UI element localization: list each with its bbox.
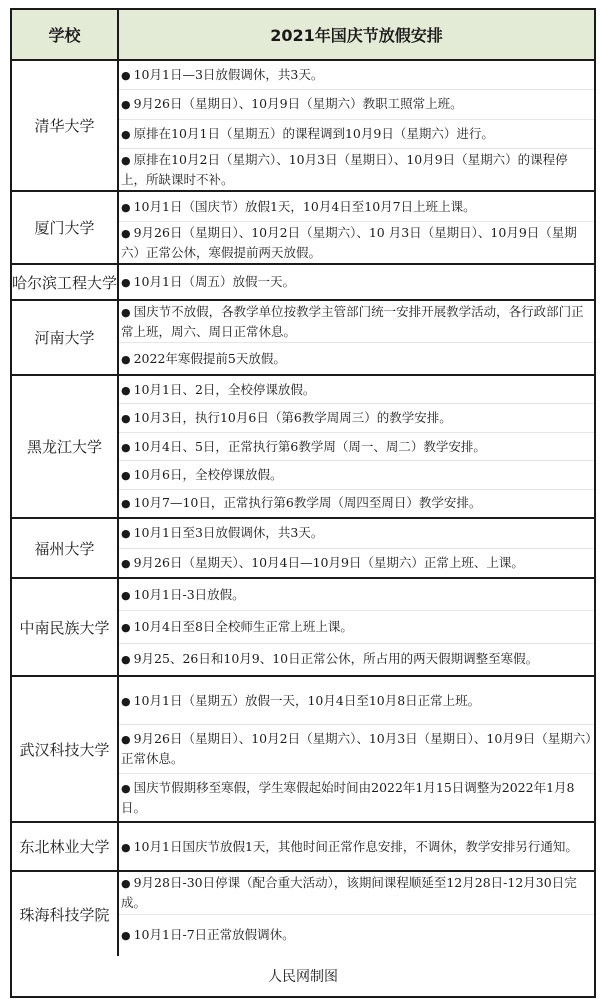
schedule-item: [119, 343, 594, 374]
schedule-items: [119, 192, 594, 263]
bullet-icon: ●: [121, 383, 131, 397]
schedule-item: [119, 519, 594, 549]
bullet-icon: ●: [121, 468, 131, 482]
table-row: [12, 872, 594, 956]
schedule-items: [119, 579, 594, 675]
table-row: [12, 376, 594, 519]
schedule-item: [119, 120, 594, 149]
schedule-text: 10月1日（周五）放假一天。: [133, 274, 295, 289]
header-school: 学校: [12, 10, 119, 59]
bullet-icon: ●: [121, 733, 131, 747]
schedule-item: [119, 149, 594, 190]
schedule-item: [119, 872, 594, 915]
schedule-item: [119, 61, 594, 90]
bullet-icon: ●: [121, 69, 131, 83]
schedule-text: 原排在10月2日（星期六）、10月3日（星期日）、10月9日（星期六）的课程停上，所缺课时不补。: [121, 151, 568, 187]
table-row: [12, 192, 594, 265]
school-name: 黑龙江大学: [12, 376, 119, 517]
schedule-text: 10月1日（国庆节）放假1天，10月4日至10月7日上班上课。: [133, 198, 476, 214]
table-footer: [12, 956, 594, 996]
bullet-icon: ●: [121, 781, 131, 795]
table-row: [12, 823, 594, 872]
bullet-icon: ●: [121, 98, 131, 112]
bullet-icon: ●: [121, 556, 131, 570]
schedule-text: 10月1日（星期五）放假一天，10月4日至10月8日正常上班。: [133, 692, 481, 708]
schedule-item: [119, 376, 594, 404]
schedule-items: [119, 872, 594, 956]
schedule-item: [119, 222, 594, 263]
schedule-item: [119, 823, 594, 870]
bullet-icon: ●: [121, 412, 131, 426]
school-name: 厦门大学: [12, 192, 119, 263]
schedule-text: 10月1日至3日放假调休，共3天。: [133, 525, 324, 541]
schedule-text: 9月26日（星期日）、10月2日（星期六）、10 月3日（星期日）、10月9日（星期六）正常公休，寒假提前两天放假。: [121, 225, 577, 260]
school-name: 武汉科技大学: [12, 677, 119, 821]
bullet-icon: ●: [121, 877, 131, 891]
schedule-text: 10月6日，全校停课放假。: [133, 466, 283, 482]
bullet-icon: ●: [121, 694, 131, 708]
schedule-text: 原排在10月1日（星期五）的课程调到10月9日（星期六）进行。: [133, 125, 494, 141]
schedule-item: [119, 90, 594, 119]
schedule-text: 9月26日（星期日）、10月9日（星期六）教职工照常上班。: [133, 96, 463, 112]
schedule-items: [119, 265, 594, 299]
school-name: 珠海科技学院: [12, 872, 119, 956]
schedule-item: [119, 433, 594, 461]
schedule-text: 9月26日（星期日）、10月2日（星期六）、10月3日（星期日）、10月9日（星期六）正常休息。: [121, 731, 592, 767]
school-name: 哈尔滨工程大学: [12, 265, 119, 299]
schedule-text: 9月25、26日和10月9、10日正常公休，所占用的两天假期调整至寒假。: [133, 651, 539, 667]
header-schedule: 2021年国庆节放假安排: [270, 26, 443, 45]
schedule-text: 国庆节假期移至寒假，学生寒假起始时间由2022年1月15日调整为2022年1月8日。: [121, 779, 575, 815]
schedule-text: 10月1日-3日放假。: [133, 586, 245, 602]
bullet-icon: ●: [121, 227, 131, 240]
schedule-item: [119, 915, 594, 957]
schedule-item: [119, 677, 594, 725]
bullet-icon: ●: [121, 440, 131, 454]
schedule-item: [119, 644, 594, 675]
schedule-items: [119, 61, 594, 190]
schedule-item: [119, 461, 594, 489]
bullet-icon: ●: [121, 153, 131, 167]
bullet-icon: ●: [121, 276, 131, 289]
schedule-items: [119, 823, 594, 870]
schedule-text: 10月4日、5日，正常执行第6教学周（周一、周二）教学安排。: [133, 438, 486, 454]
source-credit: 人民网制图: [268, 969, 338, 985]
school-name: 清华大学: [12, 61, 119, 190]
bullet-icon: ●: [121, 588, 131, 602]
schedule-item: [119, 301, 594, 343]
bullet-icon: ●: [121, 653, 131, 667]
schedule-text: 10月1日、2日，全校停课放假。: [133, 381, 316, 397]
schedule-items: [119, 301, 594, 374]
school-name: 河南大学: [12, 301, 119, 374]
bullet-icon: ●: [121, 200, 131, 214]
schedule-item: [119, 265, 594, 299]
schedule-text: 10月1日-7日正常放假调休。: [133, 927, 295, 943]
table-body: [12, 61, 594, 956]
schedule-item: [119, 579, 594, 611]
schedule-text: 10月1日—3日放假调休，共3天。: [133, 67, 324, 83]
bullet-icon: ●: [121, 306, 131, 319]
schedule-item: [119, 725, 594, 773]
bullet-icon: ●: [121, 497, 131, 511]
schedule-text: 2022年寒假提前5天放假。: [133, 350, 286, 366]
holiday-schedule-table: [10, 8, 596, 998]
table-row: [12, 579, 594, 677]
bullet-icon: ●: [121, 840, 131, 854]
bullet-icon: ●: [121, 127, 131, 141]
table-row: [12, 61, 594, 192]
schedule-item: [119, 192, 594, 222]
schedule-item: [119, 490, 594, 517]
table-header: [12, 10, 594, 61]
schedule-text: 10月7—10日，正常执行第6教学周（周四至周日）教学安排。: [133, 495, 482, 511]
school-name: 福州大学: [12, 519, 119, 577]
schedule-item: [119, 549, 594, 578]
school-name: 中南民族大学: [12, 579, 119, 675]
bullet-icon: ●: [121, 620, 131, 634]
schedule-text: 9月26日（星期天）、10月4日—10月9日（星期六）正常上班、上课。: [133, 554, 524, 570]
table-row: [12, 519, 594, 579]
bullet-icon: ●: [121, 352, 131, 366]
schedule-text: 10月1日国庆节放假1天，其他时间正常作息安排，不调休，教学安排另行通知。: [133, 838, 578, 854]
schedule-item: [119, 611, 594, 643]
bullet-icon: ●: [121, 929, 131, 943]
table-row: [12, 677, 594, 823]
schedule-items: [119, 376, 594, 517]
schedule-items: [119, 677, 594, 821]
bullet-icon: ●: [121, 527, 131, 541]
schedule-items: [119, 519, 594, 577]
schedule-text: 国庆节不放假，各教学单位按教学主管部门统一安排开展教学活动，各行政部门正常上班，周六、周日正常休息。: [121, 304, 584, 339]
schedule-text: 10月4日至8日全校师生正常上班上课。: [133, 618, 353, 634]
table-row: [12, 301, 594, 376]
school-name: 东北林业大学: [12, 823, 119, 870]
schedule-item: [119, 404, 594, 432]
schedule-text: 9月28日-30日停课（配合重大活动），该期间课程顺延至12月28日-12月30日完成。: [121, 875, 577, 911]
schedule-text: 10月3日，执行10月6日（第6教学周周三）的教学安排。: [133, 410, 452, 426]
table-row: [12, 265, 594, 301]
schedule-item: [119, 774, 594, 821]
